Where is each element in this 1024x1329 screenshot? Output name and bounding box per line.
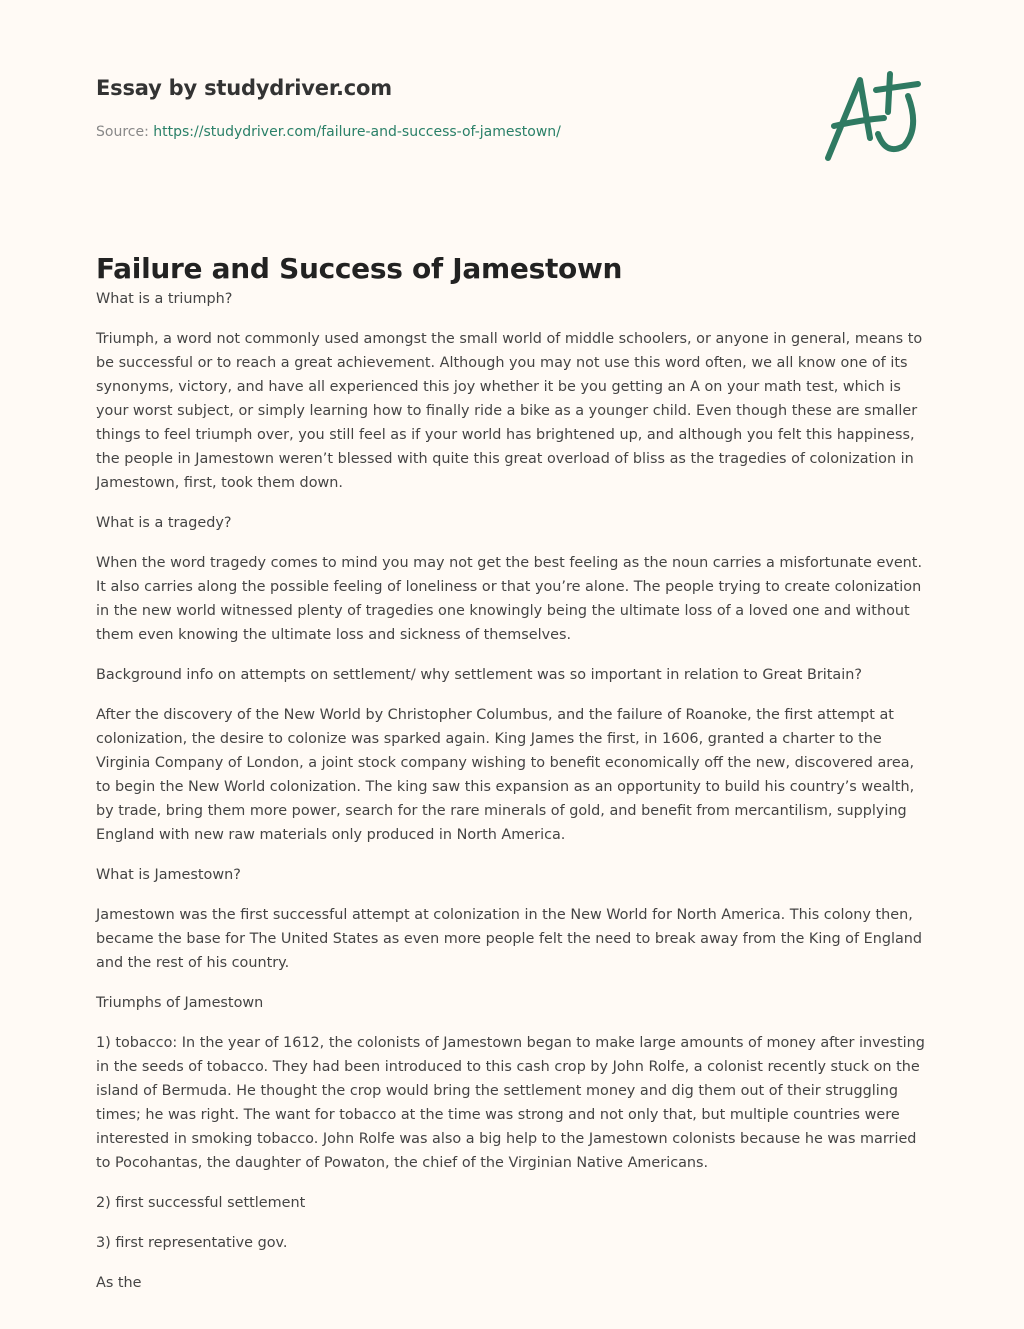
heading-triumphs: Triumphs of Jamestown bbox=[96, 995, 264, 1011]
list-item-settlement: 2) first successful settlement bbox=[96, 1195, 306, 1211]
essay-body bbox=[96, 287, 930, 1311]
paragraph-background: After the discovery of the New World by Christopher Columbus, and the failure of Roanoke, the first attempt at colonization, the desire to colonize was sparked again. King James the first, in 1606, granted a charter to the Virginia Company of London, a joint stock company wishing to benefit economically off the new, discovered area, to begin the New World colonization. The king saw this expansion as an opportunity to build his country’s wealth, by trade, bring them more power, search for the rare minerals of gold, and benefit from mercantilism, supplying England with new raw materials only produced in North America. bbox=[96, 707, 915, 843]
paragraph-triumph: Triumph, a word not commonly used amongst the small world of middle schoolers, or anyone in general, means to be successful or to reach a great achievement. Although you may not use this word often, we all know one of its synonyms, victory, and have all experienced this joy whether it be you getting an A on your math test, which is your worst subject, or simply learning how to finally ride a bike as a younger child. Even though these are smaller things to feel triumph over, you still feel as if your world has brightened up, and although you felt this happiness, the people in Jamestown weren’t blessed with quite this great overload of bliss as the tragedies of colonization in Jamestown, first, took them down. bbox=[96, 331, 923, 491]
paragraph-truncated: As the bbox=[96, 1275, 142, 1291]
paragraph-tragedy: When the word tragedy comes to mind you may not get the best feeling as the noun carries a misfortunate event. It also carries along the possible feeling of loneliness or that you’re alone. The people trying to create colonization in the new world witnessed plenty of tragedies one knowingly being the ultimate loss of a loved one and without them even knowing the ultimate loss and sickness of themselves. bbox=[96, 555, 923, 643]
heading-what-is-triumph: What is a triumph? bbox=[96, 291, 233, 307]
heading-background: Background info on attempts on settlement/ why settlement was so important in relation to Great Britain? bbox=[96, 667, 863, 683]
site-brand: Essay by studydriver.com bbox=[96, 76, 392, 100]
paragraph-tobacco: 1) tobacco: In the year of 1612, the colonists of Jamestown began to make large amounts of money after investing in the seeds of tobacco. They had been introduced to this cash crop by John Rolfe, a colonist recently stuck on the island of Bermuda. He thought the crop would bring the settlement money and dig them out of their struggling times; he was right. The want for tobacco at the time was strong and not only that, but multiple countries were interested in smoking tobacco. John Rolfe was also a big help to the Jamestown colonists because he was married to Pocohantas, the daughter of Powaton, the chief of the Virginian Native Americans. bbox=[96, 1035, 925, 1171]
heading-what-is-jamestown: What is Jamestown? bbox=[96, 867, 241, 883]
heading-what-is-tragedy: What is a tragedy? bbox=[96, 515, 232, 531]
essay-title: Failure and Success of Jamestown bbox=[96, 252, 623, 285]
source-link[interactable]: https://studydriver.com/failure-and-success-of-jamestown/ bbox=[153, 124, 561, 140]
list-item-government: 3) first representative gov. bbox=[96, 1235, 288, 1251]
source-line bbox=[96, 124, 561, 140]
source-label: Source: bbox=[96, 124, 149, 140]
a-plus-logo-icon bbox=[820, 68, 930, 168]
paragraph-jamestown: Jamestown was the first successful attempt at colonization in the New World for North America. This colony then, became the base for The United States as even more people felt the need to break away from the King of England and the rest of his country. bbox=[96, 907, 923, 971]
